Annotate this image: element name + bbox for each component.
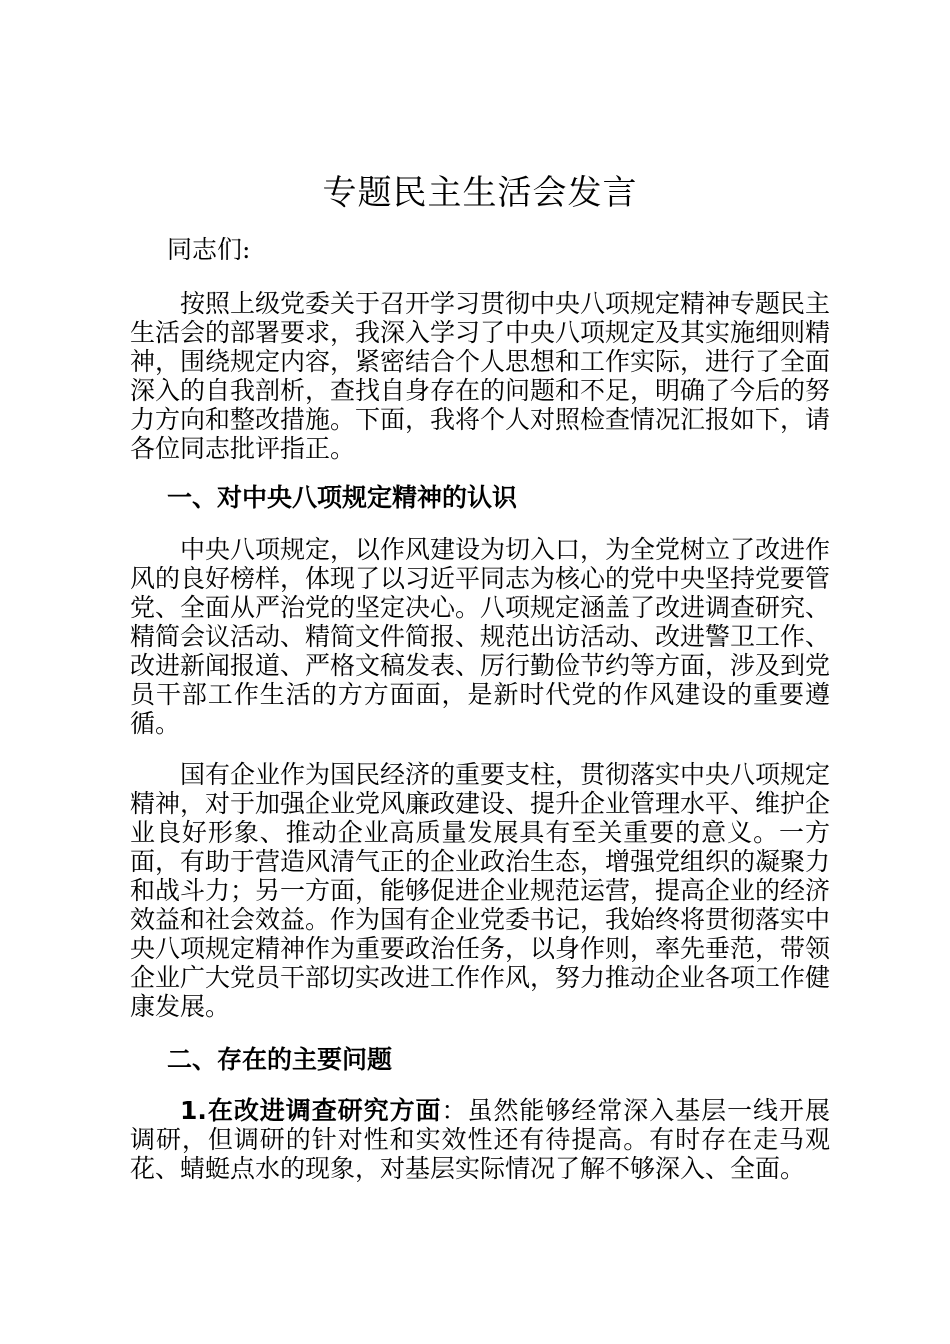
item-1-lead: 1.在改进调查研究方面 (180, 1096, 442, 1125)
section1-paragraph-1: 中央八项规定，以作风建设为切入口，为全党树立了改进作风的良好榜样，体现了以习近平同志为核心的党中央坚持党要管党、全面从严治党的坚定决心。八项规定涵盖了改进调查研究、精简会议活动、精简文件简报、规范出访活动、改进警卫工作、改进新闻报道、严格文稿发表、厉行勤俭节约等方面，涉及到党员干部工作生活的方方面面，是新时代党的作风建设的重要遵循。 (130, 535, 831, 738)
section-heading-1: 一、对中央八项规定精神的认识 (167, 483, 518, 512)
intro-paragraph: 按照上级党委关于召开学习贯彻中央八项规定精神专题民主生活会的部署要求，我深入学习了中央八项规定及其实施细则精神，围绕规定内容，紧密结合个人思想和工作实际，进行了全面深入的自我剖析，查找自身存在的问题和不足，明确了今后的努力方向和整改措施。下面，我将个人对照检查情况汇报如下，请各位同志批评指正。 (130, 289, 831, 463)
document-title: 专题民主生活会发言 (322, 173, 638, 213)
item-1-text: ：虽然能够经常深入基层一线开展调研，但调研的针对性和实效性还有待提高。有时存在走马观花、蜻蜓点水的现象，对基层实际情况了解不够深入、全面。 (130, 1096, 830, 1183)
section-heading-2: 二、存在的主要问题 (167, 1045, 393, 1074)
section1-paragraph-2: 国有企业作为国民经济的重要支柱，贯彻落实中央八项规定精神，对于加强企业党风廉政建设、提升企业管理水平、维护企业良好形象、推动企业高质量发展具有至关重要的意义。一方面，有助于营造风清气正的企业政治生态，增强党组织的凝聚力和战斗力；另一方面，能够促进企业规范运营，提高企业的经济效益和社会效益。作为国有企业党委书记，我始终将贯彻落实中央八项规定精神作为重要政治任务，以身作则，率先垂范，带领企业广大党员干部切实改进工作作风，努力推动企业各项工作健康发展。 (130, 760, 831, 1021)
salutation: 同志们: (167, 235, 251, 264)
section2-item-1 (130, 1096, 830, 1183)
